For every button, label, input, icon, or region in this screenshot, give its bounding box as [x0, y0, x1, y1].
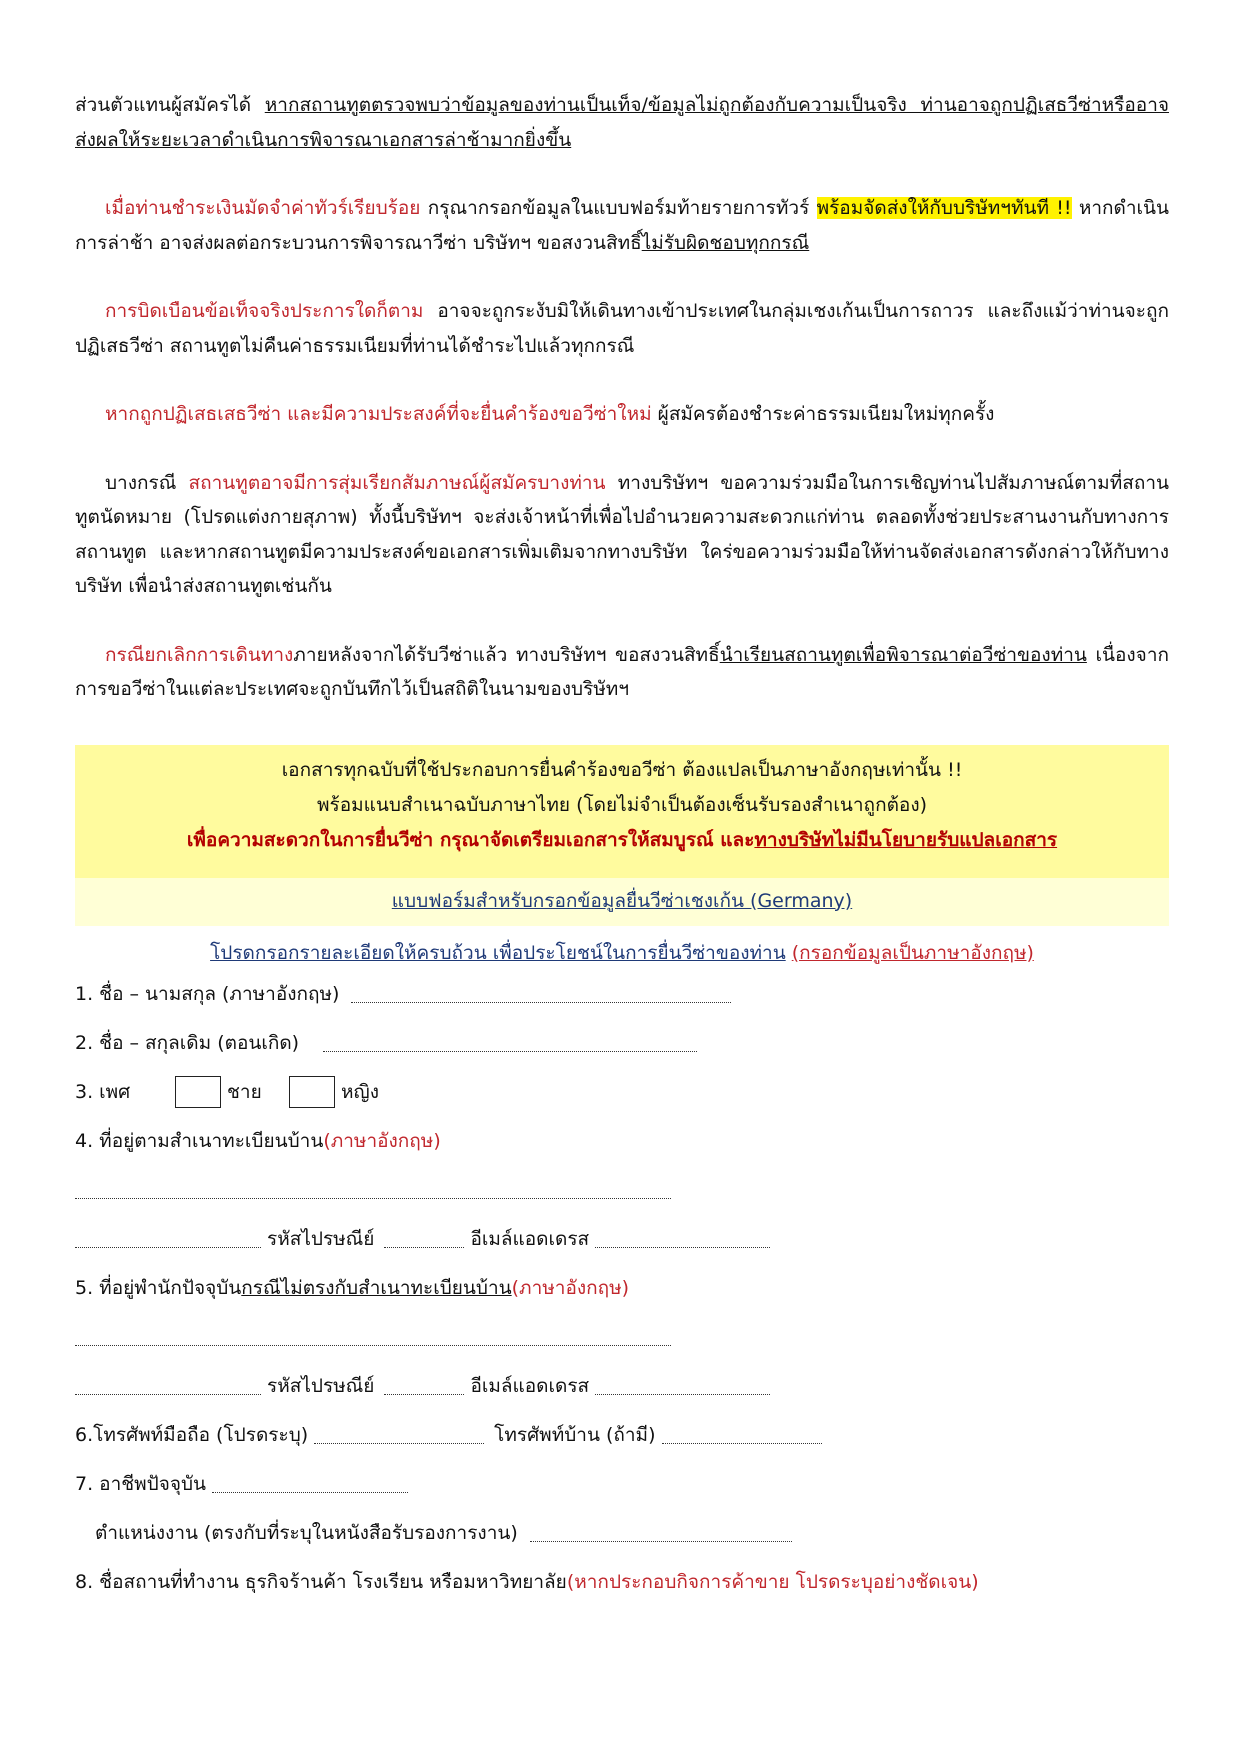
- notice-line-1: เอกสารทุกฉบับที่ใช้ประกอบการยื่นคำร้องขอวีซ่า ต้องแปลเป็นภาษาอังกฤษเท่านั้น !!: [281, 758, 963, 781]
- highlighted-text: พร้อมจัดส่งให้กับบริษัทฯทันที !!: [816, 197, 1072, 219]
- field-position: ตำแหน่งงาน (ตรงกับที่ระบุในหนังสือรับรองการงาน): [75, 1509, 1169, 1558]
- checkbox-female[interactable]: [289, 1076, 335, 1108]
- paragraph-interview: บางกรณี สถานทูตอาจมีการสุ่มเรียกสัมภาษณ์ผู้สมัครบางท่าน ทางบริษัทฯ ขอความร่วมมือในการเชิญท่านไปสัมภาษณ์ตามที่สถานทูตนัดหมาย (โปรดแต่งกายสุภาพ) ทั้งนี้บริษัทฯ จะส่งเจ้าหน้าที่เพื่อไปอำนวยความสะดวกแก่ท่าน ตลอดทั้งช่วยประสานงานกับทางการสถานทูต และหากสถานทูตมีความประสงค์ขอเอกสารเพิ่มเติมจากทางบริษัท ใคร่ขอความร่วมมือให้ท่านจัดส่งเอกสารดังกล่าวให้กับทางบริษัท เพื่อนำส่งสถานทูตเช่นกัน: [75, 471, 1169, 597]
- fill-line-occupation[interactable]: [212, 1476, 408, 1493]
- paragraph-visa-refused: หากถูกปฏิเสธเสธวีซ่า และมีความประสงค์ที่จะยื่นคำร้องขอวีซ่าใหม่ ผู้สมัครต้องชำระค่าธรรมเนียมใหม่ทุกครั้ง: [105, 403, 995, 425]
- checkbox-male[interactable]: [175, 1076, 221, 1108]
- field-name-english: 1. ชื่อ – นามสกุล (ภาษาอังกฤษ): [75, 970, 1169, 1019]
- current-address-line-2: รหัสไปรษณีย์ อีเมล์แอดเดรส: [75, 1362, 1169, 1411]
- form-instructions: โปรดกรอกรายละเอียดให้ครบถ้วน เพื่อประโยชน์ในการยื่นวีซ่าของท่าน (กรอกข้อมูลเป็นภาษาอังกฤษ): [210, 941, 1034, 964]
- paragraph-falsification: การบิดเบือนข้อเท็จจริงประการใดก็ตาม อาจจะถูกระงับมิให้เดินทางเข้าประเทศในกลุ่มเชงเก้นเป็นการถาวร และถึงแม้ว่าท่านจะถูกปฏิเสธวีซ่า สถานทูตไม่คืนค่าธรรมเนียมที่ท่านได้ชำระไปแล้วทุกกรณี: [75, 300, 1169, 357]
- fill-line-position[interactable]: [530, 1525, 792, 1542]
- fill-line-postcode-1[interactable]: [384, 1231, 464, 1248]
- fill-line-email-1[interactable]: [595, 1231, 770, 1248]
- address-line-1: [75, 1166, 1169, 1215]
- notice-line-2: พร้อมแนบสำเนาฉบับภาษาไทย (โดยไม่จำเป็นต้องเซ็นรับรองสำเนาถูกต้อง): [316, 793, 928, 816]
- warning-underlined: หากสถานทูตตรวจพบว่าข้อมูลของท่านเป็นเท็จ/ข้อมูลไม่ถูกต้องกับความเป็นจริง ท่านอาจถูกปฏิเสธวีซ่าหรืออาจส่งผลให้ระยะเวลาดำเนินการพิจารณาเอกสารล่าช้ามากยิ่งขึ้น: [75, 94, 1169, 151]
- fill-line-postcode-2[interactable]: [384, 1378, 464, 1395]
- fill-line-mobile[interactable]: [314, 1427, 484, 1444]
- paragraph-misrepresentation: ส่วนตัวแทนผู้สมัครได้ หากสถานทูตตรวจพบว่าข้อมูลของท่านเป็นเท็จ/ข้อมูลไม่ถูกต้องกับความเป็นจริง ท่านอาจถูกปฏิเสธวีซ่าหรืออาจส่งผลให้ระยะเวลาดำเนินการพิจารณาเอกสารล่าช้ามากยิ่งขึ้น: [75, 94, 1169, 151]
- fill-line-current-address-2[interactable]: [75, 1378, 261, 1395]
- fill-line-address-2[interactable]: [75, 1231, 261, 1248]
- field-gender: 3. เพศ ชาย หญิง: [75, 1068, 1169, 1117]
- fill-line-address-1[interactable]: [75, 1182, 671, 1199]
- field-current-address: 5. ที่อยู่พำนักปัจจุบัน กรณีไม่ตรงกับสำเนาทะเบียนบ้าน (ภาษาอังกฤษ): [75, 1277, 630, 1299]
- paragraph-deposit: เมื่อท่านชำระเงินมัดจำค่าทัวร์เรียบร้อย กรุณากรอกข้อมูลในแบบฟอร์มท้ายรายการทัวร์ พร้อมจัดส่งให้กับบริษัทฯทันที !! หากดำเนินการล่าช้า อาจส่งผลต่อกระบวนการพิจารณาวีซ่า บริษัทฯ ขอสงวนสิทธิ์ไม่รับผิดชอบทุกกรณี: [75, 197, 1169, 254]
- fill-line-name[interactable]: [351, 986, 731, 1003]
- form-title: แบบฟอร์มสำหรับกรอกข้อมูลยื่นวีซ่าเชงเก้น (Germany): [75, 878, 1169, 926]
- field-phones: 6.โทรศัพท์มือถือ (โปรดระบุ) โทรศัพท์บ้าน (ถ้ามี): [75, 1411, 1169, 1460]
- paragraph-cancellation: กรณียกเลิกการเดินทางภายหลังจากได้รับวีซ่าแล้ว ทางบริษัทฯ ขอสงวนสิทธิ์นำเรียนสถานทูตเพื่อพิจารณาต่อวีซ่าของท่าน เนื่องจากการขอวีซ่าในแต่ละประเทศจะถูกบันทึกไว้เป็นสถิติในนามของบริษัทฯ: [75, 643, 1169, 700]
- current-address-line-1: [75, 1313, 1169, 1362]
- fill-line-home-phone[interactable]: [662, 1427, 822, 1444]
- field-maiden-name: 2. ชื่อ – สกุลเดิม (ตอนเกิด): [75, 1019, 1169, 1068]
- fill-line-maiden-name[interactable]: [323, 1035, 697, 1052]
- field-registered-address: 4. ที่อยู่ตามสำเนาทะเบียนบ้าน (ภาษาอังกฤษ): [75, 1130, 441, 1152]
- field-workplace: 8. ชื่อสถานที่ทำงาน ธุรกิจร้านค้า โรงเรียน หรือมหาวิทยาลัย (หากประกอบกิจการค้าขาย โปรดระบุอย่างชัดเจน): [75, 1571, 979, 1593]
- field-occupation: 7. อาชีพปัจจุบัน: [75, 1460, 1169, 1509]
- documents-notice-box: [75, 745, 1169, 878]
- notice-line-3: เพื่อความสะดวกในการยื่นวีซ่า กรุณาจัดเตรียมเอกสารให้สมบูรณ์ และทางบริษัทไม่มีนโยบายรับแปลเอกสาร: [186, 828, 1058, 851]
- address-line-2: รหัสไปรษณีย์ อีเมล์แอดเดรส: [75, 1215, 1169, 1264]
- fill-line-current-address-1[interactable]: [75, 1329, 671, 1346]
- fill-line-email-2[interactable]: [595, 1378, 770, 1395]
